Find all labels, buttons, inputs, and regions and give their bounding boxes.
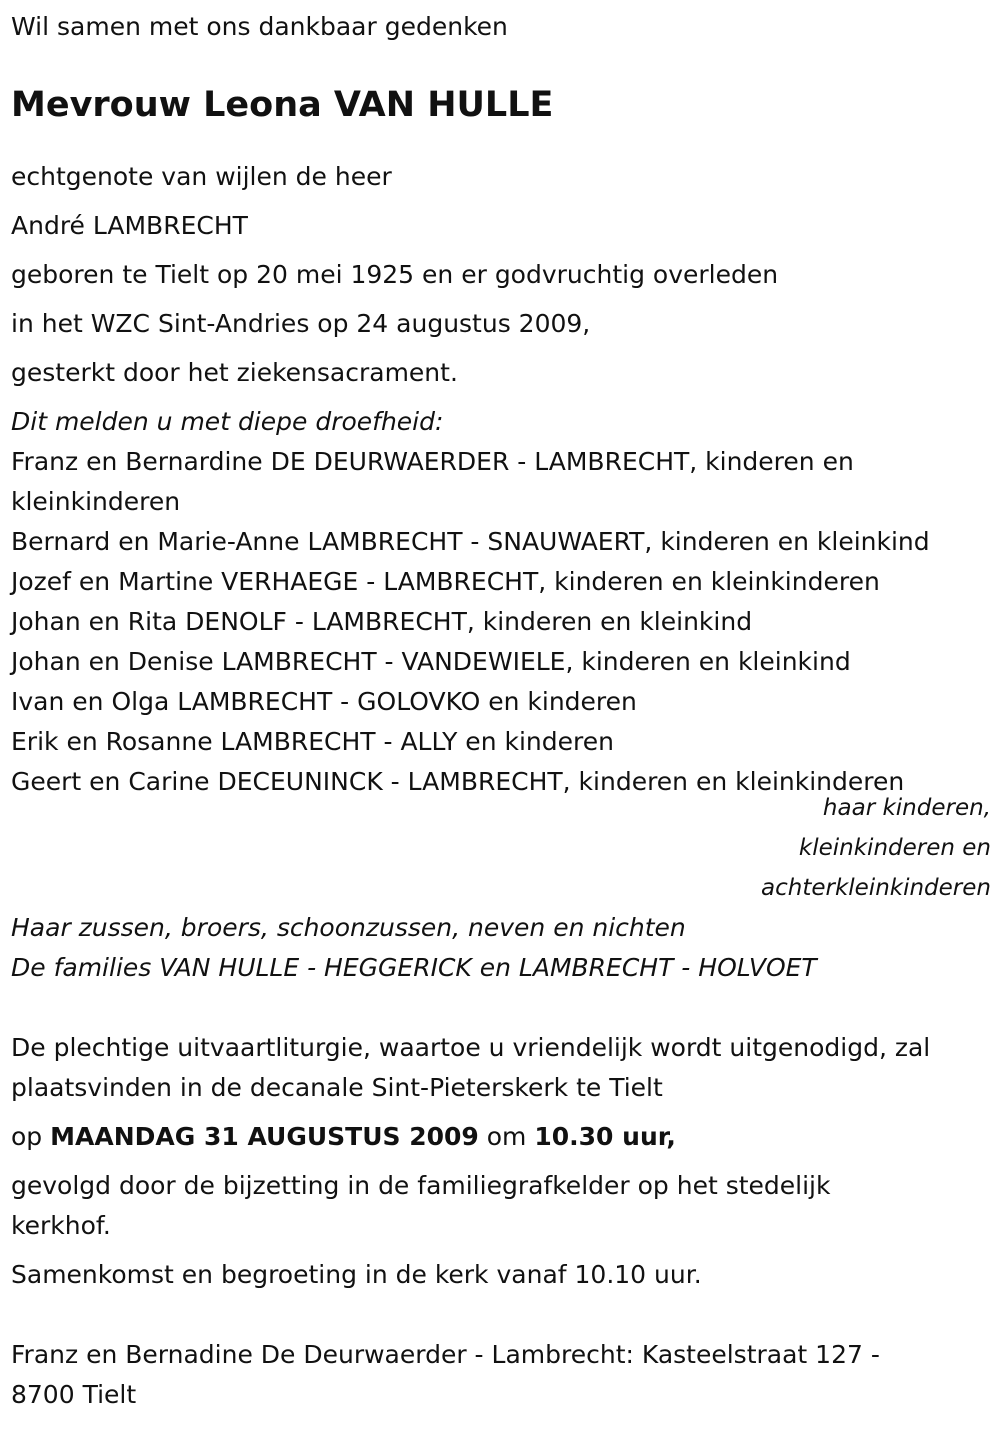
gathering-text: Samenkomst en begroeting in de kerk vanaf 10.10 uur. [11, 1260, 702, 1289]
sacrament-line: gesterkt door het ziekensacrament. [11, 358, 458, 387]
summary-line: kleinkinderen en [798, 835, 991, 861]
funeral-date: MAANDAG 31 AUGUSTUS 2009 [50, 1122, 479, 1151]
extended-families-line: De families VAN HULLE - HEGGERICK en LAMBRECHT - HOLVOET [11, 953, 817, 982]
summary-line: haar kinderen, [822, 795, 991, 821]
funeral-time: 10.30 uur, [534, 1122, 676, 1151]
time-prefix: om [486, 1122, 527, 1151]
family-list [11, 442, 991, 802]
intro-text: Wil samen met ons dankbaar gedenken [11, 12, 508, 41]
family-line: Geert en Carine DECEUNINCK - LAMBRECHT, kinderen en kleinkinderen [11, 767, 905, 796]
spouse-line-1: echtgenote van wijlen de heer [11, 162, 392, 191]
family-line: Johan en Rita DENOLF - LAMBRECHT, kinderen en kleinkind [11, 607, 753, 636]
announce-line: Dit melden u met diepe droefheid: [11, 407, 444, 436]
funeral-date-line [11, 1117, 991, 1157]
family-summary [11, 788, 991, 908]
date-prefix: op [11, 1122, 43, 1151]
family-line: Johan en Denise LAMBRECHT - VANDEWIELE, kinderen en kleinkind [11, 647, 851, 676]
family-line: Erik en Rosanne LAMBRECHT - ALLY en kinderen [11, 727, 614, 756]
deceased-name: Mevrouw Leona VAN HULLE [11, 85, 554, 125]
family-line: Ivan en Olga LAMBRECHT - GOLOVKO en kinderen [11, 687, 637, 716]
funeral-liturgy-text: De plechtige uitvaartliturgie, waartoe u vriendelijk wordt uitgenodigd, zal plaatsvinden in de decanale Sint-Pieterskerk te Tielt [11, 1033, 931, 1102]
family-line: Jozef en Martine VERHAEGE - LAMBRECHT, kinderen en kleinkinderen [11, 567, 880, 596]
spouse-line-2: André LAMBRECHT [11, 211, 248, 240]
burial-text: gevolgd door de bijzetting in de familiegrafkelder op het stedelijk kerkhof. [11, 1171, 831, 1240]
obituary-content [11, 0, 991, 1415]
summary-line: achterkleinkinderen [761, 875, 991, 901]
contact-address: Franz en Bernadine De Deurwaerder - Lambrecht: Kasteelstraat 127 - 8700 Tielt [11, 1340, 880, 1409]
relatives-line: Haar zussen, broers, schoonzussen, neven en nichten [11, 913, 686, 942]
family-line: Franz en Bernardine DE DEURWAERDER - LAMBRECHT, kinderen en kleinkinderen [11, 447, 854, 516]
family-line: Bernard en Marie-Anne LAMBRECHT - SNAUWAERT, kinderen en kleinkind [11, 527, 930, 556]
birth-line: geboren te Tielt op 20 mei 1925 en er godvruchtig overleden [11, 260, 779, 289]
death-line: in het WZC Sint-Andries op 24 augustus 2009, [11, 309, 591, 338]
